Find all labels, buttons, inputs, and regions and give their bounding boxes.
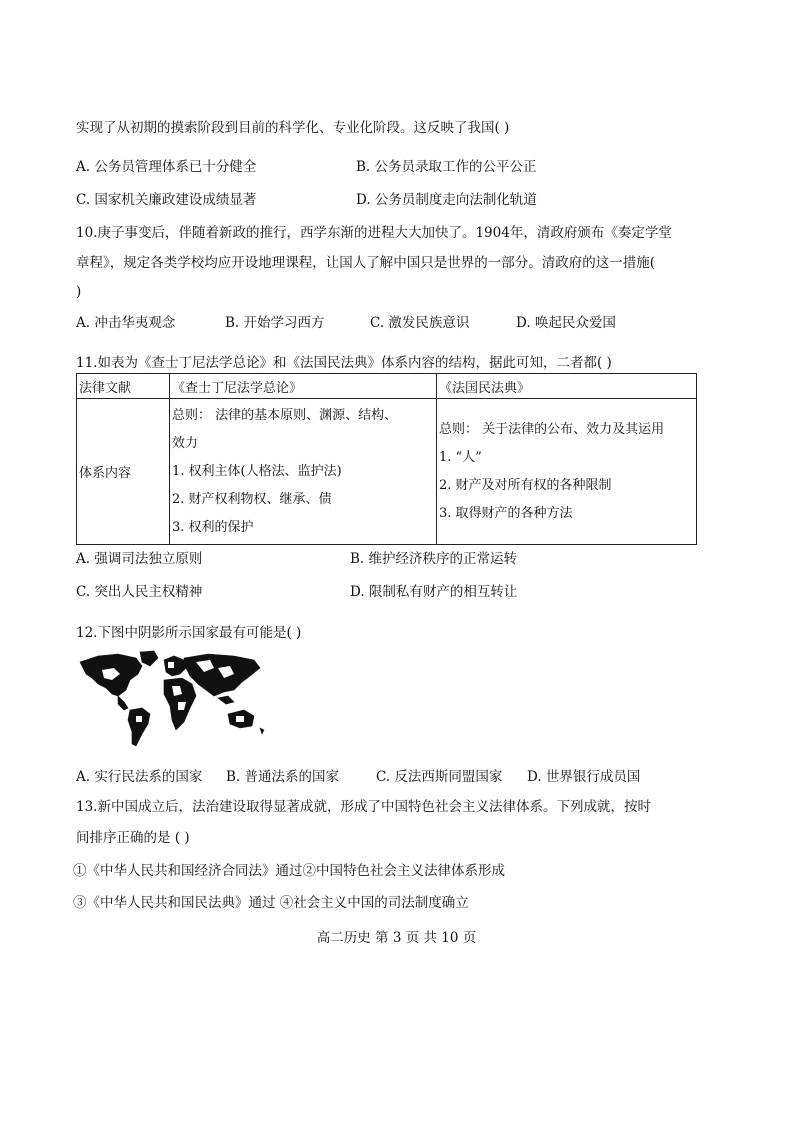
table-row (77, 399, 697, 545)
q10-option-b: B. 开始学习西方 (225, 315, 325, 331)
cell-line: 总则： 关于法律的公布、效力及其运用 (439, 421, 665, 437)
q11-option-a: A. 强调司法独立原则 (76, 551, 203, 567)
q9-option-d: D. 公务员制度走向法制化轨道 (356, 192, 537, 208)
q9-option-b: B. 公务员录取工作的公平公正 (356, 159, 537, 175)
q13-stem-line1: 13.新中国成立后，法治建设取得显著成就，形成了中国特色社会主义法律体系。下列成就，按时 (76, 799, 651, 815)
table-header-cell: 法律文献 (77, 374, 170, 399)
q12-option-b: B. 普通法系的国家 (226, 769, 340, 785)
cell-line: 2. 财产权利物权、继承、债 (172, 491, 332, 507)
q10-option-a: A. 冲击华夷观念 (76, 315, 176, 331)
cell-line: 总则： 法律的基本原则、渊源、结构、 (172, 407, 398, 423)
q13-items-line1: ①《中华人民共和国经济合同法》通过②中国特色社会主义法律体系形成 (73, 863, 505, 879)
q13-stem-line2: 间排序正确的是 ( ) (76, 830, 190, 846)
table-row-label: 体系内容 (77, 399, 170, 545)
table-header-cell: 《法国民法典》 (437, 374, 697, 399)
q11-stem: 11.如表为《查士丁尼法学总论》和《法国民法典》体系内容的结构，据此可知，二者都( ) (76, 355, 612, 371)
q12-option-a: A. 实行民法系的国家 (76, 769, 203, 785)
cell-line: 1. “人” (439, 449, 482, 465)
q11-option-d: D. 限制私有财产的相互转让 (350, 584, 518, 600)
law-comparison-table (76, 373, 697, 545)
q10-option-c: C. 激发民族意识 (370, 315, 470, 331)
q10-stem-line1: 10.庚子事变后，伴随着新政的推行，西学东渐的进程大大加快了。1904年，清政府颁布《奏定学堂 (76, 225, 672, 241)
q11-option-c: C. 突出人民主权精神 (76, 584, 203, 600)
cell-line: 2. 财产及对所有权的各种限制 (439, 477, 612, 493)
cell-line: 3. 权利的保护 (172, 519, 254, 535)
page-footer: 高二历史 第 3 页 共 10 页 (316, 930, 477, 946)
justinian-content-cell (170, 399, 437, 545)
table-header-row (77, 374, 697, 399)
table-header-cell: 《查士丁尼法学总论》 (170, 374, 437, 399)
q12-option-d: D. 世界银行成员国 (527, 769, 641, 785)
cell-line: 效力 (172, 435, 199, 451)
french-code-content-cell (437, 399, 697, 545)
q10-option-d: D. 唤起民众爱国 (516, 315, 616, 331)
q10-stem-line3: ) (76, 284, 82, 300)
q10-stem-line2: 章程》，规定各类学校均应开设地理课程，让国人了解中国只是世界的一部分。清政府的这一措施( (76, 255, 656, 271)
q9-stem-tail: 实现了从初期的摸索阶段到目前的科学化、专业化阶段。这反映了我国( ) (76, 120, 510, 136)
cell-line: 1. 权利主体(人格法、监护法) (172, 463, 342, 479)
q12-stem: 12.下图中阴影所示国家最有可能是( ) (76, 625, 302, 641)
cell-line: 3. 取得财产的各种方法 (439, 505, 573, 521)
q9-option-c: C. 国家机关廉政建设成绩显著 (76, 192, 257, 208)
q13-items-line2: ③《中华人民共和国民法典》通过 ④社会主义中国的司法制度确立 (73, 895, 469, 911)
world-map-icon (78, 650, 268, 750)
q12-option-c: C. 反法西斯同盟国家 (376, 769, 503, 785)
q11-option-b: B. 维护经济秩序的正常运转 (350, 551, 518, 567)
q9-option-a: A. 公务员管理体系已十分健全 (76, 159, 257, 175)
